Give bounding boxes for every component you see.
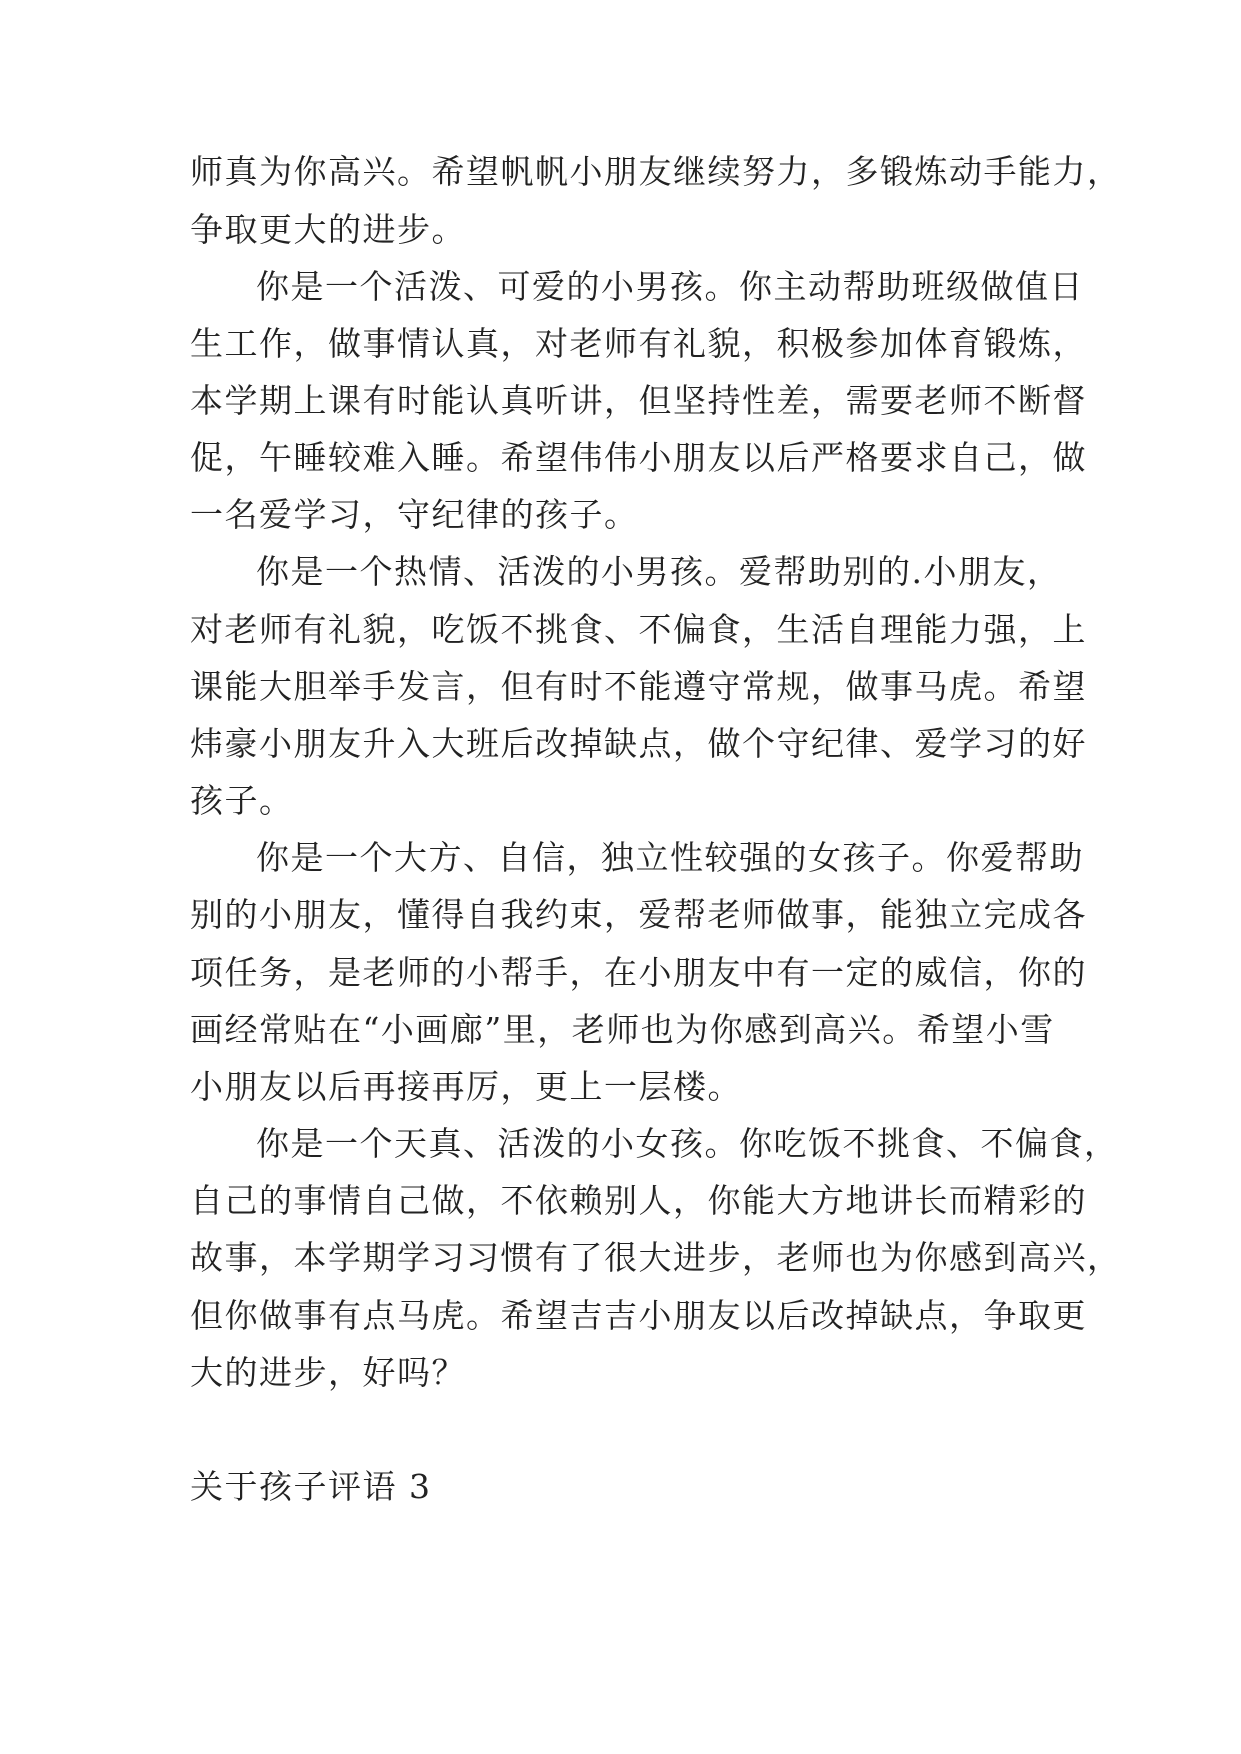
paragraph-line: 你是一个热情、活泼的小男孩。爱帮助别的.小朋友， bbox=[256, 552, 1062, 591]
paragraph-line: 小朋友以后再接再厉，更上一层楼。 bbox=[190, 1067, 742, 1106]
paragraph-line: 师真为你高兴。希望帆帆小朋友继续努力，多锻炼动手能力， bbox=[190, 152, 1122, 191]
paragraph-line: 本学期上课有时能认真听讲，但坚持性差，需要老师不断督 bbox=[190, 381, 1087, 420]
paragraph-line: 你是一个大方、自信，独立性较强的女孩子。你爱帮助 bbox=[256, 838, 1084, 877]
paragraph-line: 促，午睡较难入睡。希望伟伟小朋友以后严格要求自己，做 bbox=[190, 438, 1087, 477]
paragraph-line: 大的进步，好吗？ bbox=[190, 1353, 466, 1392]
paragraph-line: 画经常贴在“小画廊”里，老师也为你感到高兴。希望小雪 bbox=[190, 1010, 1055, 1049]
paragraph-line: 对老师有礼貌，吃饭不挑食、不偏食，生活自理能力强，上 bbox=[190, 610, 1087, 649]
paragraph-line: 争取更大的进步。 bbox=[190, 210, 466, 249]
paragraph-line: 自己的事情自己做，不依赖别人，你能大方地讲长而精彩的 bbox=[190, 1181, 1087, 1220]
paragraph-line: 但你做事有点马虎。希望吉吉小朋友以后改掉缺点，争取更 bbox=[190, 1296, 1087, 1335]
paragraph-line: 生工作，做事情认真，对老师有礼貌，积极参加体育锻炼， bbox=[190, 324, 1087, 363]
paragraph-line: 别的小朋友，懂得自我约束，爱帮老师做事，能独立完成各 bbox=[190, 895, 1087, 934]
paragraph-line: 故事，本学期学习习惯有了很大进步，老师也为你感到高兴， bbox=[190, 1238, 1122, 1277]
paragraph-line: 课能大胆举手发言，但有时不能遵守常规，做事马虎。希望 bbox=[190, 667, 1087, 706]
paragraph-line: 一名爱学习，守纪律的孩子。 bbox=[190, 495, 639, 534]
paragraph-line: 炜豪小朋友升入大班后改掉缺点，做个守纪律、爱学习的好 bbox=[190, 724, 1087, 763]
paragraph-line: 孩子。 bbox=[190, 781, 294, 820]
paragraph-line: 你是一个天真、活泼的小女孩。你吃饭不挑食、不偏食， bbox=[256, 1124, 1119, 1163]
paragraph-line: 你是一个活泼、可爱的小男孩。你主动帮助班级做值日 bbox=[256, 267, 1084, 306]
section-heading: 关于孩子评语 3 bbox=[190, 1467, 432, 1506]
paragraph-line: 项任务，是老师的小帮手，在小朋友中有一定的威信，你的 bbox=[190, 953, 1087, 992]
